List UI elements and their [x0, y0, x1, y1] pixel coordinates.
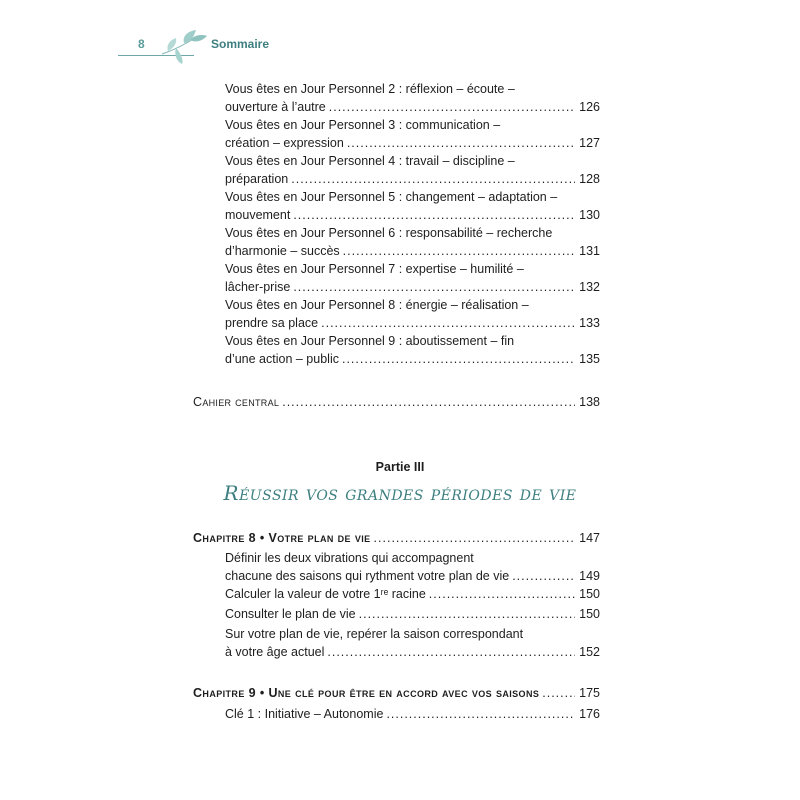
entry-text: Vous êtes en Jour Personnel 4 : travail – discipline –	[225, 154, 515, 168]
toc-entry[interactable]	[225, 605, 600, 623]
entry-text: Sur votre plan de vie, repérer la saison correspondant	[225, 627, 524, 641]
leader-dots	[329, 98, 575, 116]
page-ref: 147	[579, 531, 600, 545]
entry-text: Consulter le plan de vie	[225, 607, 356, 621]
entry-text: Vous êtes en Jour Personnel 8 : énergie – réalisation –	[225, 298, 529, 312]
toc-entry[interactable]	[225, 332, 600, 368]
entry-text: Vous êtes en Jour Personnel 6 : responsabilité – recherche	[225, 226, 553, 240]
leader-dots	[542, 684, 575, 702]
leader-dots	[342, 350, 575, 368]
leader-dots	[359, 605, 575, 623]
page-ref: 135	[579, 352, 600, 366]
toc-chapter-8[interactable]	[193, 529, 600, 547]
toc-entry[interactable]	[225, 260, 600, 296]
page-ref: 130	[579, 208, 600, 222]
leader-dots	[512, 567, 575, 585]
entry-text: préparation	[225, 172, 289, 186]
leader-dots	[321, 314, 575, 332]
entry-text: Définir les deux vibrations qui accompagnent	[225, 551, 474, 565]
entry-text: d’harmonie – succès	[225, 244, 340, 258]
entry-text: création – expression	[225, 136, 344, 150]
entry-text: Cahier central	[193, 395, 280, 409]
page-ref: 128	[579, 172, 600, 186]
leaf-branch-icon	[160, 30, 208, 64]
toc-entry[interactable]	[225, 549, 600, 585]
toc-entry[interactable]	[225, 224, 600, 260]
toc-chapter-9[interactable]	[193, 684, 600, 702]
leader-dots	[293, 278, 575, 296]
entry-text: Vous êtes en Jour Personnel 5 : changement – adaptation –	[225, 190, 558, 204]
entry-text: Vous êtes en Jour Personnel 7 : expertise – humilité –	[225, 262, 524, 276]
page-ref: 176	[579, 707, 600, 721]
toc-entry[interactable]	[225, 625, 600, 661]
entry-text: lâcher-prise	[225, 280, 291, 294]
toc-entry-cahier-central[interactable]	[193, 393, 600, 411]
leader-dots	[282, 393, 575, 411]
entry-text: Vous êtes en Jour Personnel 3 : communication –	[225, 118, 501, 132]
entry-text: mouvement	[225, 208, 291, 222]
toc-entry[interactable]	[225, 116, 600, 152]
toc-entry[interactable]	[225, 152, 600, 188]
toc-entry[interactable]	[225, 585, 600, 603]
entry-text: Vous êtes en Jour Personnel 9 : aboutissement – fin	[225, 334, 515, 348]
leader-dots	[429, 585, 575, 603]
page-ref: 175	[579, 686, 600, 700]
entry-text: à votre âge actuel	[225, 645, 325, 659]
entry-text: ouverture à l’autre	[225, 100, 326, 114]
part-title: Réussir vos grandes périodes de vie	[223, 481, 577, 505]
toc-entry[interactable]	[225, 80, 600, 116]
leader-dots	[293, 206, 575, 224]
toc-entry[interactable]	[225, 296, 600, 332]
page-ref: 132	[579, 280, 600, 294]
leader-dots	[291, 170, 575, 188]
leader-dots	[343, 242, 575, 260]
page-ref: 150	[579, 607, 600, 621]
page-ref: 133	[579, 316, 600, 330]
entry-text: Vous êtes en Jour Personnel 2 : réflexion – écoute –	[225, 82, 515, 96]
part-label: Partie III	[375, 460, 425, 474]
toc-entry[interactable]	[225, 705, 600, 723]
chapter-title: Chapitre 9 • Une clé pour être en accord avec vos saisons	[193, 686, 540, 700]
page-ref: 138	[579, 395, 600, 409]
entry-text: prendre sa place	[225, 316, 319, 330]
page-ref: 152	[579, 645, 600, 659]
entry-text: chacune des saisons qui rythment votre plan de vie	[225, 569, 510, 583]
entry-text: d’une action – public	[225, 352, 339, 366]
page-ref: 127	[579, 136, 600, 150]
page-ref: 126	[579, 100, 600, 114]
page-ref: 150	[579, 587, 600, 601]
chapter-title: Chapitre 8 • Votre plan de vie	[193, 531, 371, 545]
leader-dots	[374, 529, 575, 547]
entry-text: Clé 1 : Initiative – Autonomie	[225, 707, 384, 721]
entry-text: Calculer la valeur de votre 1ʳᵉ racine	[225, 587, 426, 601]
page-ref: 131	[579, 244, 600, 258]
leader-dots	[327, 643, 575, 661]
page-number: 8	[138, 37, 145, 51]
leader-dots	[347, 134, 575, 152]
leader-dots	[386, 705, 575, 723]
section-title: Sommaire	[211, 37, 270, 51]
page-ref: 149	[579, 569, 600, 583]
toc-entry[interactable]	[225, 188, 600, 224]
